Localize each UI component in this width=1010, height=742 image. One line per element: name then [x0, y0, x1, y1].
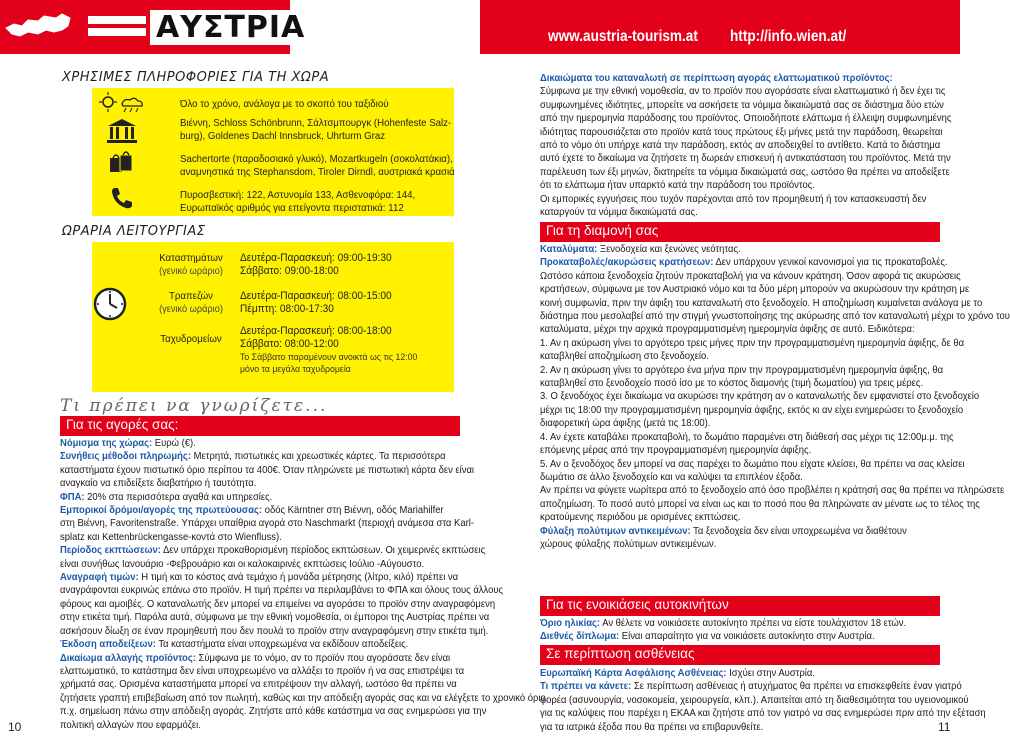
souvenirs-line: αναμνηστικά της Stephansdom, Tiroler Dirndl, αυστριακά κρασιά	[180, 166, 455, 178]
text-line	[60, 544, 486, 557]
term-text: Αν θέλετε να νοικιάσετε αυτοκίνητο πρέπει να είστε τουλάχιστον 18 ετών.	[600, 617, 907, 629]
stay-text	[540, 243, 1010, 551]
post-note: μόνο τα μεγάλα ταχυδρομεία	[240, 364, 351, 375]
term-text: παρέλευση των έξι μηνών, διατηρείτε τα νόμιμα δικαιώματά σας, ωστόσο θα πρέπει να αποδείξετε	[540, 165, 950, 178]
term-text: χώρους φύλαξης πολύτιμων αντικειμένων.	[540, 537, 717, 550]
text-line	[60, 719, 420, 732]
text-line	[540, 125, 943, 139]
term-text: χρήματά σας. Ορισμένα καταστήματα μπορεί να επιτρέψουν την αλλαγή, ωστόσο θα πρέπει να	[60, 678, 457, 691]
text-line	[540, 152, 951, 165]
term-label: ΦΠΑ:	[60, 490, 85, 503]
post-hours-weekday: Δευτέρα-Παρασκευή: 08:00-18:00	[240, 325, 392, 337]
term-text: αυτό έχετε το δικαίωμα να ζητήσετε τη δωρεάν επισκευή ή αντικατάσταση του προϊόντος. Μετά την	[540, 152, 951, 165]
text-line	[540, 538, 900, 551]
term-text: φορέα (ασυνουργία, νοσοκομεία, χειρουργεία, κλπ.). Απαιτείται από τη διαθεσιμότητα του υγειονομικού	[540, 693, 969, 706]
souvenirs-line: Sachertorte (παραδοσιακό γλυκό), Mozartkugeln (σοκολατάκια),	[180, 153, 453, 165]
text-line	[60, 437, 420, 450]
post-note: Το Σάββατο παραμένουν ανοικτά ως τις 12:00	[240, 352, 418, 363]
term-text: καταστήματα έχουν πιστωτικό όριο περίπου τα 400€. Όταν πληρώνετε με πιστωτική κάρτα δεν είναι	[60, 463, 475, 476]
term-label: Προκαταβολές/ακυρώσεις κρατήσεων:	[540, 256, 714, 269]
term-text: Σε περίπτωση ασθένειας ή ατυχήματος θα πρέπει να επισκεφθείτε έναν γιατρό	[631, 680, 962, 693]
text-line	[60, 517, 474, 530]
header	[0, 0, 960, 54]
term-text: από το νόμο ότι υπήρχε κατά την παράδοση, εκτός αν αποδειχθεί το αντίθετο. Κατά το διάστημα	[540, 139, 941, 152]
shopping-section-band: Για τις αγορές σας:	[60, 416, 460, 436]
term-text: πολιτική αλλαγών που εφαρμόζει.	[60, 718, 201, 731]
emergency-line: Πυροσβεστική: 122, Αστυνομία 133, Ασθενοφόρα: 144,	[180, 189, 416, 201]
term-text: ζητήσετε γραπτή επιβεβαίωση από τον πωλητή, καθώς και την απόδειξη αγοράς σας και να ελέγξετε το χρονικό όριο,	[60, 691, 549, 704]
text-line	[540, 524, 907, 538]
text-line	[60, 597, 496, 611]
shopping-bags-icon	[108, 150, 134, 174]
vienna-url[interactable]: http://info.wien.at/	[730, 28, 847, 45]
defective-products-text	[540, 72, 952, 219]
post-hours-saturday: Σάββατο: 08:00-12:00	[240, 338, 339, 350]
useful-info-heading: ΧΡΗΣΙΜΕΣ ΠΛΗΡΟΦΟΡΙΕΣ ΓΙΑ ΤΗ ΧΩΡΑ	[62, 70, 330, 85]
term-text: καταλύματα, μέχρι την αρχικά προγραμματισμένη ημερομηνία άφιξης σε αυτό. Ειδικότερα:	[540, 323, 915, 336]
text-line	[540, 511, 900, 524]
landmark-icon	[106, 118, 138, 144]
text-line	[60, 678, 457, 691]
text-line	[60, 571, 459, 584]
term-text: κοινή συμφωνία, πριν την άφιξη του καταναλωτή στο ξενοδοχείο. Η αποζημίωση κυμαίνεται ανάλογα με το	[540, 296, 983, 309]
text-line	[540, 390, 980, 403]
term-text: 5. Αν ο ξενοδόχος δεν μπορεί να σας παρέχει το δωμάτιο που είχατε κλείσει, θα πρέπει να σας κλείσει	[540, 457, 965, 470]
text-line	[540, 72, 900, 85]
text-line	[540, 323, 915, 336]
term-text: διαφορετική ώρα άφιξης (μετά τις 18:00).	[540, 417, 711, 430]
text-line	[540, 457, 965, 471]
text-line	[540, 112, 952, 125]
post-label	[150, 333, 233, 346]
term-text: κρατούμενης περιόδου με ορισμένες εκπτώσεις.	[540, 511, 741, 524]
term-text: στην ετικέτα τιμή. Παρόλα αυτά, σύμφωνα με την εθνική νομοθεσία, οι έμποροι της Αυστρίας πρέπει να	[60, 611, 490, 624]
term-text: αποζημίωση. Το ποσό αυτό μπορεί να είναι ως και το ποσό που θα πληρώνατε αν μένατε ως το τέλος της	[540, 497, 980, 510]
term-text: φόρους και αμοιβές. Ο καταναλωτής δεν μπορεί να επιμείνει να αγοράσει το προϊόν στην αναγραφόμενη	[60, 597, 496, 610]
term-text: Τα καταστήματα είναι υποχρεωμένα να εκδίδουν αποδείξεις.	[155, 638, 409, 651]
term-text: οδός Kärntner στη Βιέννη, οδός Mariahilfer	[262, 504, 444, 517]
text-line	[540, 192, 927, 206]
flag-stripe	[88, 16, 146, 24]
term-label: Όριο ηλικίας:	[540, 617, 601, 629]
shops-label	[150, 252, 233, 278]
term-text: κρατήσεων, σύμφωνα με τον Αυστριακό νόμο και τα δύο μέρη μπορούν να ακυρώσουν την κράτηση με	[540, 283, 970, 296]
term-text: Σύμφωνα με το νόμο, αν το προϊόν που αγοράσατε δεν είναι	[195, 651, 451, 664]
text-line	[60, 705, 487, 718]
term-text: για τα ιατρικά έξοδα που θα πρέπει να επιβαρυνθείτε.	[540, 720, 764, 733]
text-line	[540, 283, 970, 296]
page-number-right: 11	[938, 720, 951, 734]
text-line	[540, 98, 944, 112]
term-text: καταβληθεί αποζημίωση στο ξενοδοχείο.	[540, 350, 709, 363]
text-line	[540, 296, 983, 310]
term-label: Συνήθεις μέθοδοι πληρωμής:	[60, 450, 192, 463]
banks-label-text: Τραπεζών	[169, 290, 213, 302]
term-text: 1. Αν η ακύρωση γίνει το αργότερο τρεις μήνες πριν την προγραμματισμένη ημερομηνία άφιξης, δε θα	[540, 336, 965, 349]
term-text: splatz και Kettenbrückengasse-κοντά στο Wienfluss).	[60, 530, 282, 543]
term-label: Περίοδος εκπτώσεων:	[60, 544, 161, 557]
term-label: Τι πρέπει να κάνετε:	[540, 680, 632, 693]
text-line	[540, 430, 954, 444]
text-line	[540, 693, 969, 707]
term-text: π.χ. σημείωση πάνω στην απόδειξη αγοράς. Ζητήστε από κάθε κατάστημα να σας ενημερώσει για την	[60, 705, 487, 718]
term-text: στη Βιέννη, Favoritenstraße. Υπάρχει υπαίθρια αγορά στο Naschmarkt (περιοχή ανάμεσα στα Karl-	[60, 517, 474, 530]
term-text: είναι συνήθως Ιανουάριο -Φεβρουάριο και οι καλοκαιρινές εκπτώσεις Ιούλιο -Αύγουστο.	[60, 557, 425, 570]
term-label: Δικαιώματα του καταναλωτή σε περίπτωση αγοράς ελαττωματικού προϊόντος:	[540, 72, 893, 84]
should-know-heading: Τι πρέπει να γνωρίζετε...	[60, 396, 328, 416]
term-label: Εμπορικοί δρόμοι/αγορές της πρωτεύουσας:	[60, 504, 263, 517]
text-line	[60, 463, 475, 477]
term-text: 3. Ο ξενοδόχος έχει δικαίωμα να ακυρώσει την κράτηση αν ο καταναλωτής δεν εμφανιστεί στο ξενοδοχείο	[540, 390, 980, 403]
text-line	[60, 557, 425, 571]
text-line	[60, 611, 490, 624]
term-text: Δεν υπάρχουν γενικοί κανονισμοί για τις προκαταβολές.	[713, 256, 948, 269]
term-text: Ευρώ (€).	[152, 437, 196, 449]
shops-hours-saturday: Σάββατο: 09:00-18:00	[240, 265, 339, 277]
text-line	[60, 624, 489, 638]
text-line	[540, 417, 900, 430]
opening-hours-heading: ΩΡΑΡΙΑ ΛΕΙΤΟΥΡΓΙΑΣ	[62, 224, 206, 239]
text-line	[540, 269, 961, 283]
flag-stripe	[88, 28, 146, 36]
post-label-text: Ταχυδρομείων	[160, 333, 222, 345]
illness-section-band: Σε περίπτωση ασθένειας	[540, 645, 940, 665]
text-line	[540, 471, 900, 484]
term-label: Φύλαξη πολύτιμων αντικειμένων:	[540, 524, 691, 537]
text-line	[60, 638, 420, 651]
page-number-left: 10	[8, 720, 22, 734]
sights-line: burg), Goldenes Dachl Innsbruck, Uhrturm Graz	[180, 130, 386, 142]
text-line	[540, 363, 944, 377]
text-line	[540, 630, 900, 643]
text-line	[540, 721, 900, 734]
text-line	[540, 377, 924, 390]
term-text: καταργούν τα νόμιμα δικαιώματά σας.	[540, 206, 698, 219]
term-text: Οι εμπορικές εγγυήσεις που τυχόν παρέχονται από τον προμηθευτή ή τον κατασκευαστή δεν	[540, 192, 927, 205]
text-line	[540, 497, 980, 511]
shops-hours-weekday: Δευτέρα-Παρασκευή: 09:00-19:30	[240, 252, 392, 264]
term-label: Ευρωπαϊκή Κάρτα Ασφάλισης Ασθένειας:	[540, 667, 727, 679]
shops-label-text: Καταστημάτων	[159, 252, 223, 264]
term-text: 4. Αν έχετε καταβάλει προκαταβολή, το δωμάτιο παραμένει στη διάθεσή σας μέχρι τις 12:00μ.μ. της	[540, 430, 954, 443]
shops-sub: (γενικό ωράριο)	[159, 266, 223, 277]
term-text: συμφωνημένες ιδιότητες, μπορείτε να ασκήσετε τα νόμιμα δικαιώματά σας σε διάστημα δύο ετών	[540, 98, 944, 111]
car-rental-text	[540, 617, 940, 644]
text-line	[540, 243, 900, 256]
term-label: Έκδοση αποδείξεων:	[60, 638, 156, 651]
text-line	[540, 179, 900, 192]
text-line	[540, 85, 946, 98]
banks-hours-weekday: Δευτέρα-Παρασκευή: 08:00-15:00	[240, 290, 392, 302]
tourism-url[interactable]: www.austria-tourism.at	[548, 28, 698, 45]
banks-label	[150, 290, 233, 316]
text-line	[60, 504, 444, 517]
text-line	[60, 491, 420, 504]
term-label: Διεθνές δίπλωμα:	[540, 630, 620, 643]
austria-map-icon	[4, 6, 74, 46]
term-text: 20% στα περισσότερα αγαθά και υπηρεσίες.	[84, 490, 273, 503]
text-line	[60, 691, 549, 705]
when-to-visit: Όλο το χρόνο, ανάλογα με το σκοπό του ταξιδιού	[180, 98, 389, 110]
term-text: διάστημα που μεσολαβεί από την στιγμή γνωστοποίησης της ακύρωσης από τον καταναλωτή μέχρι το χρόνο του	[540, 310, 1010, 323]
term-label: Δικαίωμα αλλαγής προϊόντος:	[60, 651, 196, 664]
term-text: ιδιότητας παρουσιάζεται στο προϊόν κατά τους πρώτους έξι μήνες μετά την παράδοση, θεωρείται	[540, 125, 943, 138]
weather-icon	[98, 90, 146, 114]
text-line	[540, 667, 900, 680]
text-line	[540, 165, 950, 179]
term-label: Καταλύματα:	[540, 243, 598, 255]
term-text: 2. Αν η ακύρωση γίνει το αργότερο ένα μήνα πριν την προγραμματισμένη ημερομηνία άφιξης, θα	[540, 363, 944, 376]
text-line	[540, 680, 962, 693]
term-label: Αναγραφή τιμών:	[60, 571, 139, 584]
clock-icon	[92, 286, 128, 322]
text-line	[60, 584, 504, 597]
text-line	[540, 310, 1010, 323]
term-text: ότι το ελάττωμα ήταν υπαρκτό κατά την παράδοση του προϊόντος.	[540, 179, 815, 192]
text-line	[540, 617, 907, 630]
term-text: Ξενοδοχεία και ξενώνες νεότητας.	[597, 243, 741, 255]
term-text: αναγκαίο να επιδείξετε διαβατήριο ή ταυτότητα.	[60, 477, 257, 490]
text-line	[540, 350, 900, 363]
term-text: Τα ξενοδοχεία δεν είναι υποχρεωμένα να διαθέτουν	[690, 524, 907, 537]
banks-sub: (γενικό ωράριο)	[159, 304, 223, 315]
text-line	[540, 484, 1005, 497]
term-label: Νόμισμα της χώρας:	[60, 437, 153, 449]
term-text: ασκήσουν δίωξη σε έναν προμηθευτή που δεν πουλά το προϊόν στην αναγραφόμενη στην ετικέτα τιμή.	[60, 624, 489, 637]
term-text: ελαττωματικό, το κατάστημα δεν είναι υποχρεωμένο να αλλάξει το προϊόν ή να σας επιστρέψει τα	[60, 664, 465, 677]
term-text: Ισχύει στην Αυστρία.	[726, 667, 815, 679]
term-text: Σύμφωνα με την εθνική νομοθεσία, αν το προϊόν που αγοράσατε είναι ελαττωματικό ή δεν έχει τις	[540, 85, 946, 98]
text-line	[540, 139, 941, 152]
text-line	[540, 256, 948, 269]
text-line	[60, 477, 420, 490]
term-text: επόμενης μέρας από την προγραμματισμένη ημερομηνία άφιξης.	[540, 444, 812, 457]
term-text: Είναι απαραίτητο για να νοικιάσετε αυτοκίνητο στην Αυστρία.	[619, 630, 875, 643]
text-line	[60, 664, 465, 678]
term-text: καταβληθεί στο ξενοδοχείο ποσό ίσο με το κόστος διαμονής (τιμή δωματίου) για τρεις μέρες.	[540, 377, 924, 390]
term-text: αναγράφονται ευκρινώς επάνω στο προϊόν. Η τιμή πρέπει να περιλαμβάνει το ΦΠΑ και όλους τους άλλους	[60, 584, 504, 597]
term-text: μέχρι τις 18:00 την προγραμματισμένη ημερομηνία άφιξης, εκτός κι αν είχει ενημερώσει το ξενοδοχείο	[540, 403, 964, 416]
text-line	[540, 336, 965, 350]
term-text: Η τιμή και το κόστος ανά τεμάχιο ή μονάδα μέτρησης (λίτρο, κιλό) πρέπει να	[138, 571, 459, 584]
term-text: Δεν υπάρχει προκαθορισμένη περίοδος εκπτώσεων. Οι χειμερινές εκπτώσεις	[160, 544, 486, 557]
text-line	[540, 444, 900, 457]
term-text: Ωστόσο κάποια ξενοδοχεία ζητούν προκαταβολή για να κάνουν κράτηση. Όσον αφορά τις ακυρώσεις	[540, 269, 961, 282]
text-line	[60, 531, 420, 544]
text-line	[60, 651, 451, 665]
phone-icon	[110, 186, 134, 210]
page-title: ΑΥΣΤΡΙΑ	[150, 10, 311, 45]
term-text: Μετρητά, πιστωτικές και χρεωστικές κάρτες. Τα περισσότερα	[191, 450, 446, 463]
text-line	[540, 206, 900, 219]
term-text: από την ημερομηνία παράδοσης του προϊόντος. Οποιοδήποτε ελάττωμα ή έλλειψη συμφωνημένης	[540, 112, 952, 125]
text-line	[540, 707, 986, 720]
car-rental-section-band: Για τις ενοικιάσεις αυτοκινήτων	[540, 596, 940, 616]
text-line	[60, 450, 446, 463]
banks-hours-thursday: Πέμπτη: 08:00-17:30	[240, 303, 334, 315]
text-line	[540, 403, 964, 417]
shopping-text	[60, 437, 549, 732]
term-text: Αν πρέπει να φύγετε νωρίτερα από το ξενοδοχείο από όσο προβλέπει η κράτησή σας θα πρέπει να πληρώσετε	[540, 484, 1005, 497]
term-text: δωμάτιο σε άλλο ξενοδοχείο και να καλύψει τα επιπλέον έξοδα.	[540, 470, 803, 483]
emergency-line: Ευρωπαϊκός αριθμός για επείγοντα περιστατικά: 112	[180, 202, 404, 214]
stay-section-band: Για τη διαμονή σας	[540, 222, 940, 242]
sights-line: Βιέννη, Schloss Schönbrunn, Σάλτσμπουργκ (Hohenfeste Salz-	[180, 117, 452, 129]
term-text: για τις καλύψεις που παρέχει η ΕΚΑΑ και ζητήστε από τον γιατρό να σας ενημερώσει πριν από την εξέταση	[540, 707, 986, 720]
